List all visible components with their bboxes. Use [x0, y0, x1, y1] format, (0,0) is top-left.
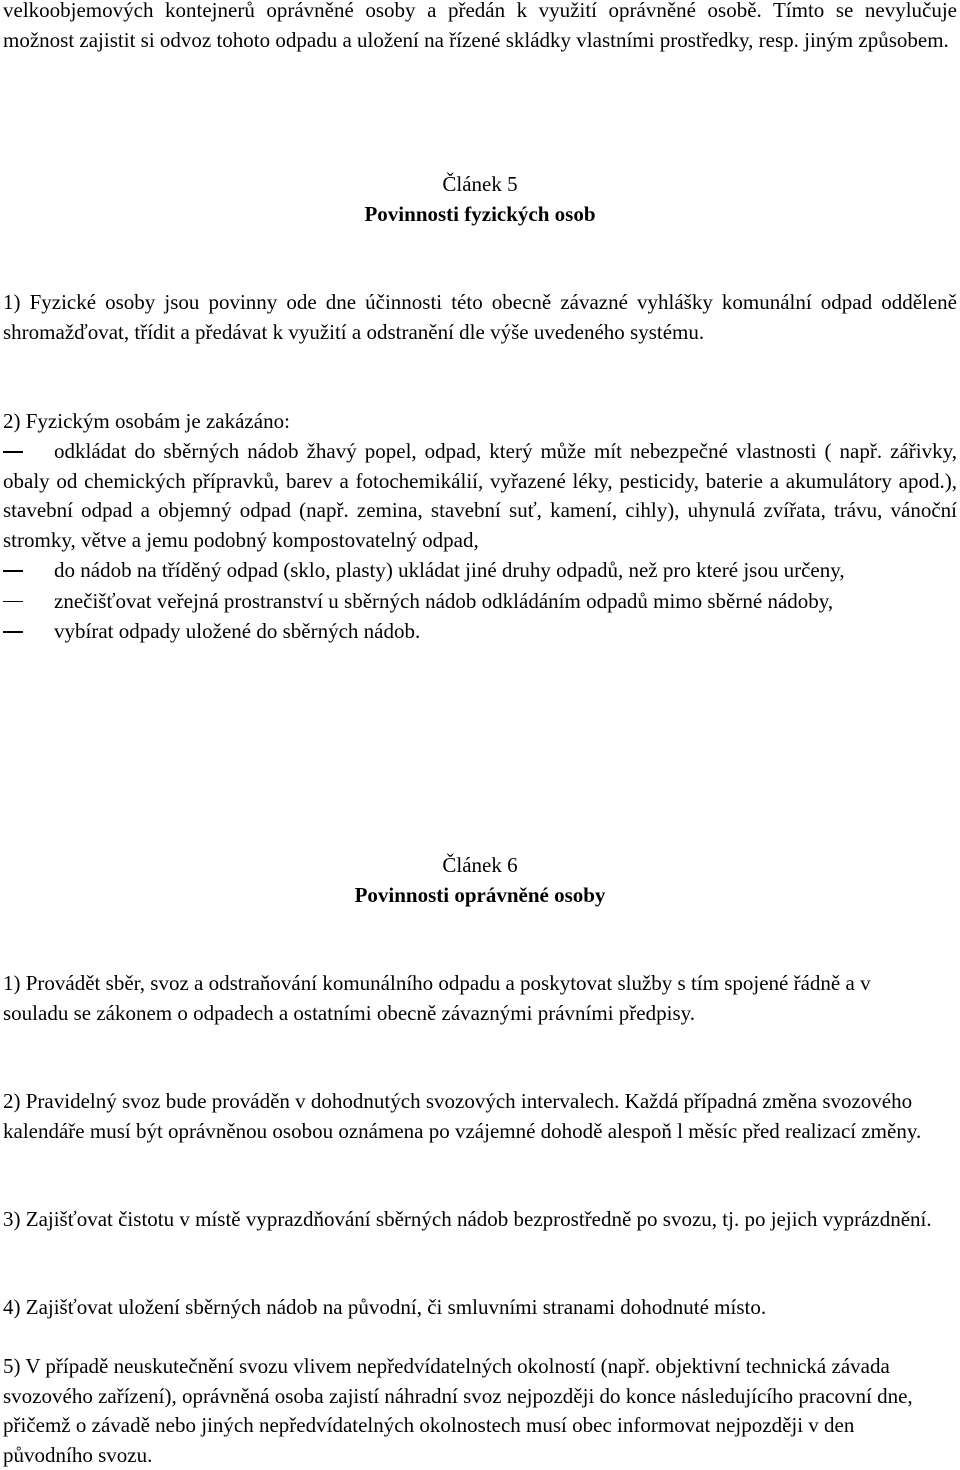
article-6-paragraph-5: 5) V případě neuskutečnění svozu vlivem nepředvídatelných okolností (např. objektivní technická závada svozového zařízení), oprávněná osoba zajistí náhradní svoz nejpozději do konce následujícího pracovní dne, přičemž o závadě nebo jiných nepředvídatelných okolnostech musí obec informovat nejpozději v den původního svozu.: [3, 1354, 913, 1467]
article-6-paragraph-2: 2) Pravidelný svoz bude prováděn v dohodnutých svozových intervalech. Každá případná změna svozového kalendáře musí být oprávněnou osobou oznámena po vzájemné dohodě alespoň l měsíc před realizací změny.: [3, 1089, 922, 1143]
article-5-paragraph-2-intro: 2) Fyzickým osobám je zakázáno:: [3, 409, 290, 433]
dash-bullet: [3, 631, 23, 633]
list-item: vybírat odpady uložené do sběrných nádob.: [3, 617, 957, 647]
dash-bullet: [3, 451, 23, 453]
list-item: znečišťovat veřejná prostranství u sběrných nádob odkládáním odpadů mimo sběrné nádoby,: [3, 587, 957, 617]
dash-bullet: [3, 601, 23, 603]
article-6-paragraph-4: 4) Zajišťovat uložení sběrných nádob na původní, či smluvními stranami dohodnuté místo.: [3, 1295, 767, 1319]
article-5-paragraph-1: 1) Fyzické osoby jsou povinny ode dne účinnosti této obecně závazné vyhlášky komunální odpad odděleně shromažďovat, třídit a předávat k využití a odstranění dle výše uvedeného systému.: [3, 290, 957, 344]
list-item: do nádob na tříděný odpad (sklo, plasty) ukládat jiné druhy odpadů, než pro které jsou určeny,: [3, 556, 957, 586]
intro-paragraph: velkoobjemových kontejnerů oprávněné osoby a předán k využití oprávněné osobě. Tímto se nevylučuje možnost zajistit si odvoz tohoto odpadu a uložení na řízené skládky vlastními prostředky, resp. jiným způsobem.: [3, 0, 957, 52]
article-5-heading: Článek 5: [442, 172, 518, 196]
article-6-paragraph-1: 1) Provádět sběr, svoz a odstraňování komunálního odpadu a poskytovat služby s tím spojené řádně a v souladu se zákonem o odpadech a ostatními obecně závaznými právními předpisy.: [3, 971, 871, 1025]
article-6-paragraph-3: 3) Zajišťovat čistotu v místě vyprazdňování sběrných nádob bezprostředně po svozu, tj. po jejich vyprázdnění.: [3, 1207, 932, 1231]
dash-bullet: [3, 570, 23, 572]
prohibition-list: [3, 437, 957, 647]
article-6-heading: Článek 6: [442, 853, 518, 877]
article-5-title: Povinnosti fyzických osob: [364, 202, 596, 226]
article-6-title: Povinnosti oprávněné osoby: [354, 883, 606, 907]
list-item: odkládat do sběrných nádob žhavý popel, odpad, který může mít nebezpečné vlastnosti ( např. zářivky, obaly od chemických přípravků, barev a fotochemikálií, vyřazené léky, pesticidy, baterie a akumulátory apod.), stavební odpad a objemný odpad (např. zemina, stavební suť, kamení, cihly), uhynulá zvířata, trávu, vánoční stromky, větve a jemu podobný kompostovatelný odpad,: [3, 439, 957, 552]
